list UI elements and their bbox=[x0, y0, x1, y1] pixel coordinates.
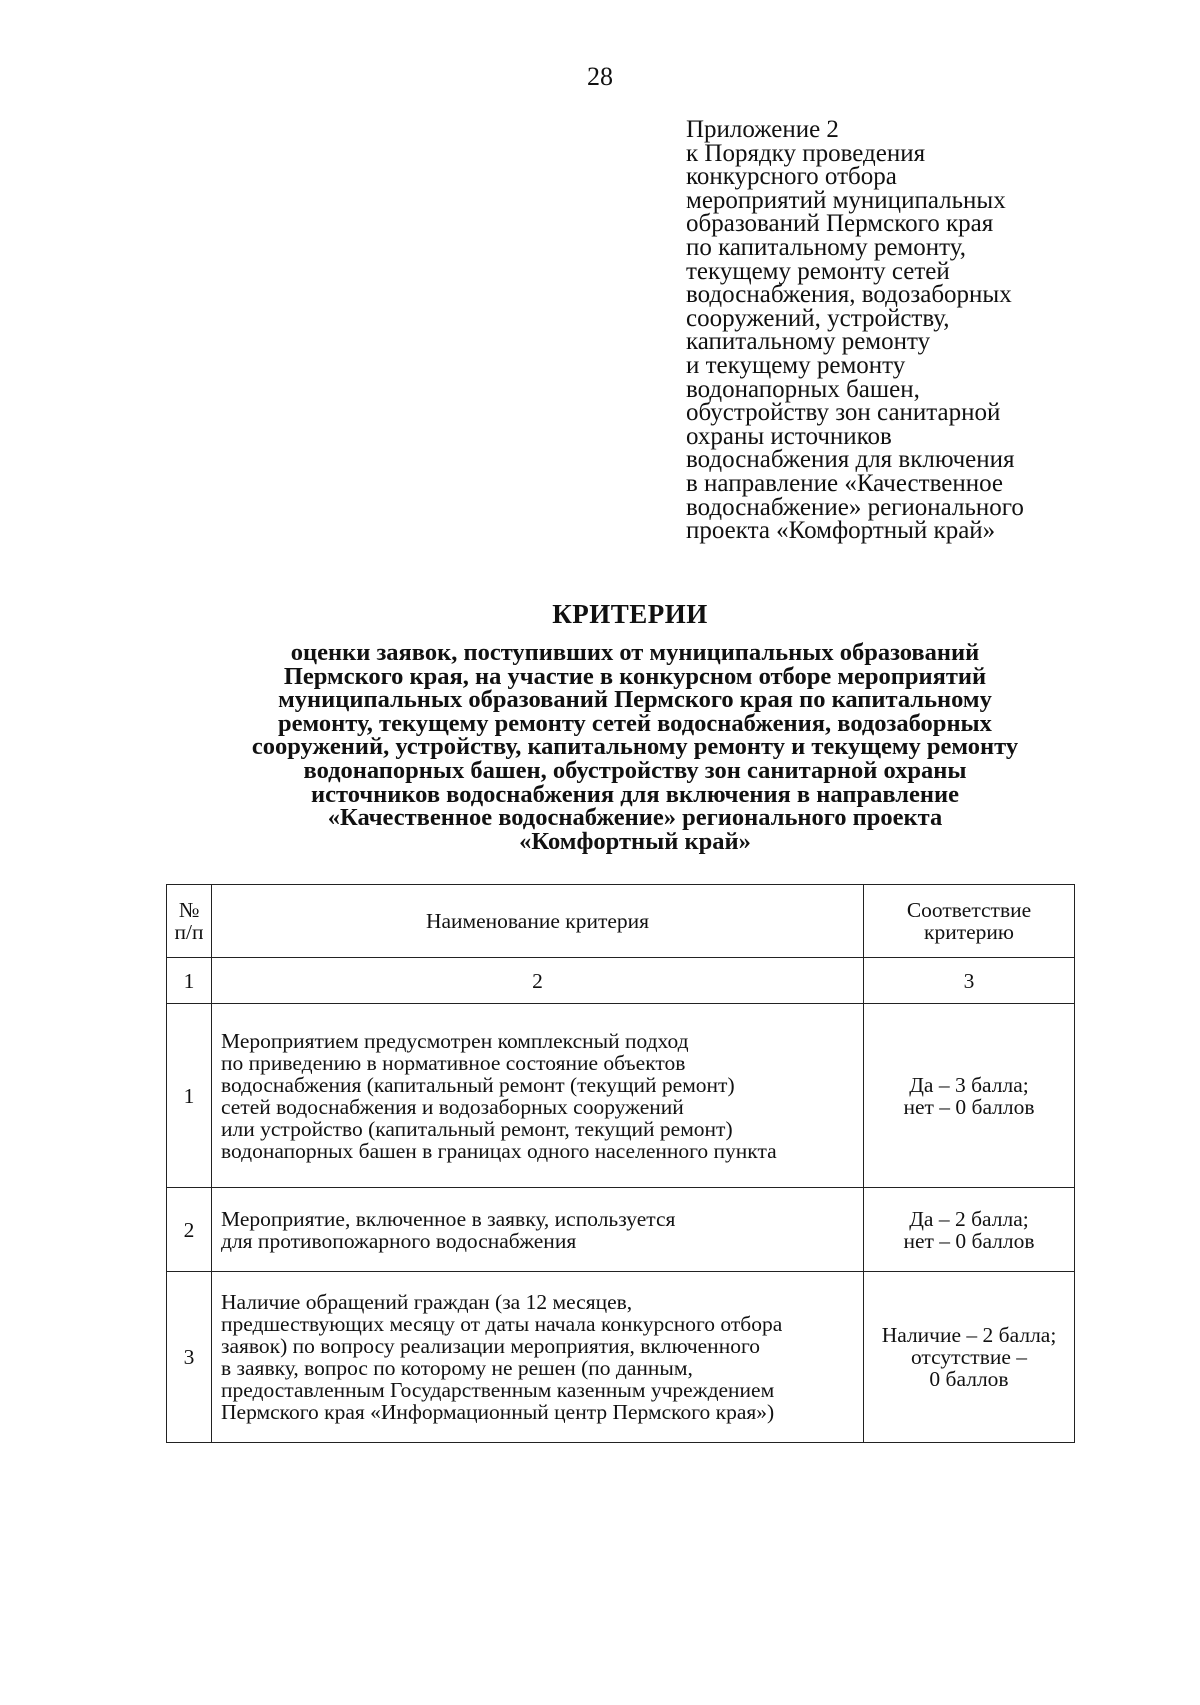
subtitle-line: оценки заявок, поступивших от муниципальных образований bbox=[290, 639, 980, 666]
compliance-line: Наличие – 2 балла; bbox=[881, 1323, 1057, 1347]
criterion-line: предшествующих месяцу от даты начала конкурсного отбора bbox=[221, 1312, 783, 1336]
criterion-line: водонапорных башен в границах одного населенного пункта bbox=[221, 1138, 777, 1163]
table-row bbox=[167, 1272, 1075, 1443]
column-index-cell: 3 bbox=[864, 958, 1075, 1004]
appendix-line: водоснабжение» регионального bbox=[686, 493, 1024, 521]
compliance-cell bbox=[864, 1188, 1075, 1272]
criterion-line: Мероприятие, включенное в заявку, используется bbox=[221, 1206, 676, 1231]
compliance-line: Да – 3 балла; bbox=[909, 1072, 1029, 1097]
compliance-line: отсутствие – bbox=[910, 1345, 1028, 1369]
appendix-line: Приложение 2 bbox=[686, 116, 839, 143]
subtitle-line: Пермского края, на участие в конкурсном отборе мероприятий bbox=[283, 662, 987, 690]
header-number-symbol: № bbox=[178, 898, 200, 922]
document-subtitle bbox=[160, 641, 1110, 853]
appendix-line: сооружений, устройству, bbox=[686, 304, 950, 332]
criterion-line: для противопожарного водоснабжения bbox=[221, 1228, 577, 1253]
appendix-line: капитальному ремонту bbox=[686, 328, 931, 356]
appendix-line: водоснабжения, водозаборных bbox=[686, 281, 1012, 309]
criterion-name-cell bbox=[212, 1272, 864, 1443]
appendix-line: водоснабжения для включения bbox=[686, 446, 1015, 474]
column-index-row bbox=[167, 958, 1075, 1004]
appendix-line: мероприятий муниципальных bbox=[686, 186, 1006, 214]
header-compliance-line: критерию bbox=[924, 920, 1014, 944]
appendix-line: конкурсного отбора bbox=[686, 163, 897, 191]
subtitle-line: «Качественное водоснабжение» регионального проекта bbox=[327, 804, 943, 832]
subtitle-line: ремонту, текущему ремонту сетей водоснабжения, водозаборных bbox=[278, 709, 992, 737]
header-compliance-cell bbox=[864, 885, 1075, 958]
compliance-line: 0 баллов bbox=[929, 1367, 1009, 1391]
subtitle-line: источников водоснабжения для включения в направление bbox=[311, 780, 959, 808]
compliance-line: нет – 0 баллов bbox=[903, 1228, 1035, 1253]
compliance-cell bbox=[864, 1004, 1075, 1188]
criterion-line: заявок) по вопросу реализации мероприятия, включенного bbox=[221, 1334, 760, 1358]
appendix-line: текущему ремонту сетей bbox=[686, 257, 950, 285]
page-number: 28 bbox=[587, 62, 613, 91]
table-header-row bbox=[167, 885, 1075, 958]
criterion-line: предоставленным Государственным казенным учреждением bbox=[221, 1378, 775, 1402]
appendix-line: к Порядку проведения bbox=[686, 139, 926, 167]
appendix-line: проекта «Комфортный край» bbox=[686, 517, 996, 545]
compliance-cell bbox=[864, 1272, 1075, 1443]
table-row bbox=[167, 1188, 1075, 1272]
criterion-line: водоснабжения (капитальный ремонт (текущий ремонт) bbox=[221, 1072, 735, 1097]
criterion-line: сетей водоснабжения и водозаборных сооружений bbox=[221, 1094, 684, 1119]
header-compliance-line: Соответствие bbox=[906, 898, 1032, 922]
compliance-line: Да – 2 балла; bbox=[909, 1206, 1029, 1231]
header-number-cell bbox=[167, 885, 212, 958]
criterion-name-cell bbox=[212, 1188, 864, 1272]
criterion-line: по приведению в нормативное состояние объектов bbox=[221, 1050, 686, 1075]
subtitle-line: сооружений, устройству, капитальному ремонту и текущему ремонту bbox=[251, 733, 1019, 761]
appendix-line: образований Пермского края bbox=[686, 210, 994, 238]
subtitle-line: «Комфортный край» bbox=[519, 827, 751, 855]
appendix-line: водонапорных башен, bbox=[686, 375, 920, 403]
criterion-line: Пермского края «Информационный центр Пермского края») bbox=[221, 1400, 775, 1424]
subtitle-line: водонапорных башен, обустройству зон санитарной охраны bbox=[303, 756, 967, 784]
subtitle-line: муниципальных образований Пермского края по капитальному bbox=[278, 686, 992, 714]
appendix-line: охраны источников bbox=[686, 422, 892, 450]
appendix-line: обустройству зон санитарной bbox=[686, 399, 1001, 427]
appendix-line: и текущему ремонту bbox=[686, 351, 906, 379]
criterion-name-cell bbox=[212, 1004, 864, 1188]
criteria-table bbox=[166, 884, 1075, 1443]
header-name-cell: Наименование критерия bbox=[212, 885, 864, 958]
criterion-line: в заявку, вопрос по которому не решен (по данным, bbox=[221, 1356, 693, 1380]
compliance-line: нет – 0 баллов bbox=[903, 1094, 1035, 1119]
criterion-line: или устройство (капитальный ремонт, текущий ремонт) bbox=[221, 1116, 733, 1141]
table-row bbox=[167, 1004, 1075, 1188]
appendix-block bbox=[686, 118, 1126, 543]
row-number-cell: 3 bbox=[167, 1272, 212, 1443]
appendix-line: по капитальному ремонту, bbox=[686, 233, 966, 261]
header-number-abbr: п/п bbox=[174, 920, 204, 944]
criterion-line: Наличие обращений граждан (за 12 месяцев, bbox=[221, 1290, 633, 1314]
row-number-cell: 2 bbox=[167, 1188, 212, 1272]
row-number-cell: 1 bbox=[167, 1004, 212, 1188]
column-index-cell: 2 bbox=[212, 958, 864, 1004]
appendix-line: в направление «Качественное bbox=[686, 469, 1003, 497]
document-title: КРИТЕРИИ bbox=[552, 599, 708, 629]
column-index-cell: 1 bbox=[167, 958, 212, 1004]
criterion-line: Мероприятием предусмотрен комплексный подход bbox=[221, 1028, 689, 1053]
